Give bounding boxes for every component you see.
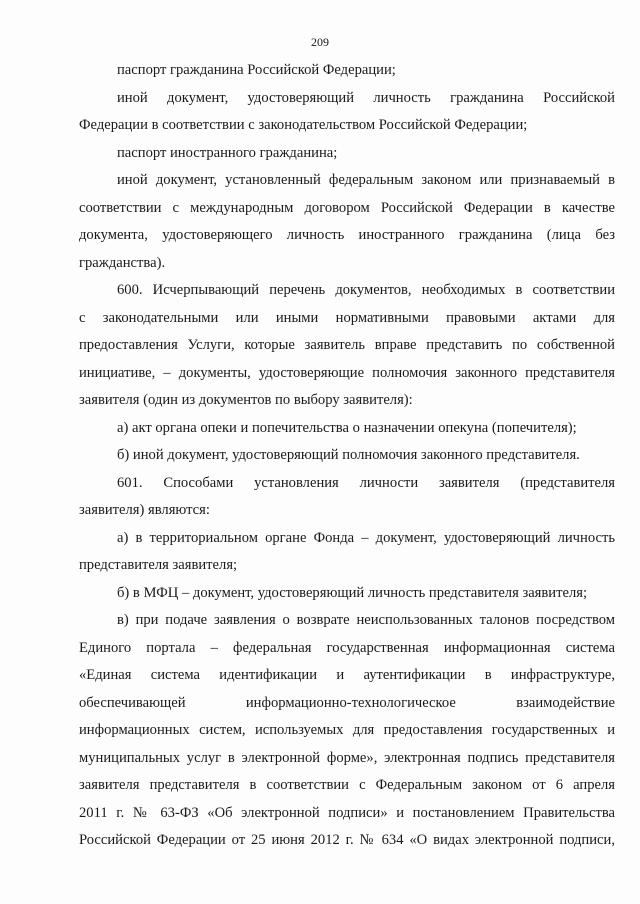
text-line: «Единая система идентификации и аутентификации в инфраструктуре, [79,667,615,683]
text-line: б) иной документ, удостоверяющий полномочия законного представителя. [117,447,580,463]
text-line: Федерации в соответствии с законодательством Российской Федерации; [79,117,528,133]
text-line: предоставления Услуги, которые заявитель вправе представить по собственной [79,337,615,353]
text-line: Российской Федерации от 25 июня 2012 г. № 634 «О видах электронной подписи, [79,832,615,848]
text-line: а) акт органа опеки и попечительства о назначении опекуна (попечителя); [117,419,577,436]
text-line: обеспечивающей информационно-технологическое взаимодействие [79,694,615,711]
text-line: гражданства). [79,254,166,271]
text-line: с законодательными или иными нормативными правовыми актами для [79,309,615,326]
text-line: документа, удостоверяющего личность иностранного гражданина (лица без [79,227,615,243]
text-line: заявителя (один из документов по выбору заявителя): [79,392,413,408]
text-line: паспорт гражданина Российской Федерации; [117,62,396,78]
text-line: муниципальных услуг в электронной форме», электронная подпись представителя [79,749,615,766]
text-line: иной документ, удостоверяющий личность гражданина Российской [117,89,615,106]
text-line: иной документ, установленный федеральным законом или признаваемый в [117,172,615,188]
text-line: Единого портала – федеральная государственная информационная система [79,639,615,656]
text-line: заявителя) являются: [79,502,210,518]
text-line: а) в территориальном органе Фонда – документ, удостоверяющий личность [117,529,615,546]
text-line: соответствии с международным договором Российской Федерации в качестве [79,199,615,216]
text-line: информационных систем, используемых для предоставления государственных и [79,722,615,738]
text-line: 601. Способами установления личности заявителя (представителя [117,474,615,491]
text-line: б) в МФЦ – документ, удостоверяющий личность представителя заявителя; [117,584,587,601]
document-body [79,57,615,855]
text-line: 600. Исчерпывающий перечень документов, необходимых в соответствии [117,282,615,298]
text-line: 2011 г. № 63-ФЗ «Об электронной подписи» и постановлением Правительства [79,804,615,821]
text-line: в) при подаче заявления о возврате неиспользованных талонов посредством [117,612,615,628]
text-line: паспорт иностранного гражданина; [117,144,338,161]
text-line: заявителя представителя в соответствии с Федеральным законом от 6 апреля [79,777,615,793]
text-line: инициативе, – документы, удостоверяющие полномочия законного представителя [79,364,615,381]
text-line: представителя заявителя; [79,557,238,573]
page-number: 209 [311,35,329,49]
